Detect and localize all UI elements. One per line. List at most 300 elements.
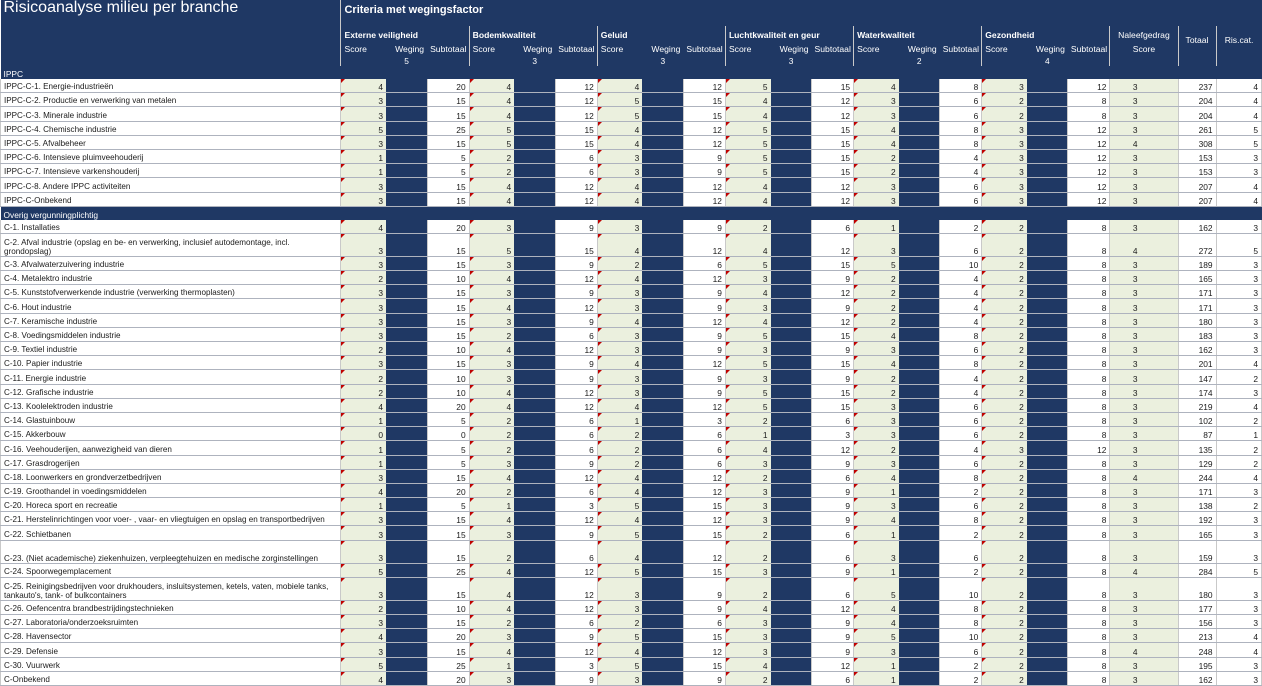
- score-cell[interactable]: 2: [982, 342, 1027, 356]
- score-cell[interactable]: 4: [469, 93, 514, 107]
- score-cell[interactable]: 2: [982, 526, 1027, 540]
- score-cell[interactable]: 4: [597, 313, 642, 327]
- score-cell[interactable]: 5: [725, 121, 770, 135]
- score-cell[interactable]: 3: [725, 643, 770, 657]
- score-cell[interactable]: 3: [597, 384, 642, 398]
- score-cell[interactable]: 3: [341, 643, 386, 657]
- score-cell[interactable]: 3: [982, 178, 1027, 192]
- score-cell[interactable]: 3: [725, 483, 770, 497]
- score-cell[interactable]: 1: [341, 164, 386, 178]
- score-cell[interactable]: 1: [725, 427, 770, 441]
- score-cell[interactable]: 2: [469, 149, 514, 163]
- score-cell[interactable]: 4: [469, 107, 514, 121]
- naleefgedrag-score-cell[interactable]: 3: [1110, 398, 1178, 412]
- score-cell[interactable]: 5: [725, 398, 770, 412]
- naleefgedrag-score-cell[interactable]: 3: [1110, 526, 1178, 540]
- score-cell[interactable]: 4: [854, 600, 899, 614]
- score-cell[interactable]: 3: [469, 313, 514, 327]
- naleefgedrag-score-cell[interactable]: 3: [1110, 271, 1178, 285]
- score-cell[interactable]: 3: [597, 577, 642, 600]
- score-cell[interactable]: 5: [597, 93, 642, 107]
- score-cell[interactable]: 4: [469, 178, 514, 192]
- score-cell[interactable]: 5: [725, 356, 770, 370]
- score-cell[interactable]: 2: [469, 441, 514, 455]
- naleefgedrag-score-cell[interactable]: 4: [1110, 469, 1178, 483]
- score-cell[interactable]: 4: [854, 356, 899, 370]
- score-cell[interactable]: 5: [341, 657, 386, 671]
- score-cell[interactable]: 3: [725, 271, 770, 285]
- score-cell[interactable]: 2: [597, 256, 642, 270]
- score-cell[interactable]: 2: [982, 577, 1027, 600]
- score-cell[interactable]: 3: [854, 192, 899, 206]
- score-cell[interactable]: 2: [854, 384, 899, 398]
- naleefgedrag-score-cell[interactable]: 4: [1110, 135, 1178, 149]
- score-cell[interactable]: 2: [854, 271, 899, 285]
- table-row[interactable]: [1, 149, 1262, 163]
- score-cell[interactable]: 4: [469, 512, 514, 526]
- score-cell[interactable]: 2: [341, 384, 386, 398]
- score-cell[interactable]: 4: [341, 483, 386, 497]
- score-cell[interactable]: 2: [469, 412, 514, 426]
- score-cell[interactable]: 3: [725, 299, 770, 313]
- score-cell[interactable]: 5: [341, 563, 386, 577]
- score-cell[interactable]: 3: [597, 149, 642, 163]
- score-cell[interactable]: 4: [597, 512, 642, 526]
- score-cell[interactable]: 2: [854, 370, 899, 384]
- table-row[interactable]: [1, 93, 1262, 107]
- table-row[interactable]: [1, 384, 1262, 398]
- table-row[interactable]: [1, 563, 1262, 577]
- table-row[interactable]: [1, 220, 1262, 234]
- score-cell[interactable]: 2: [341, 370, 386, 384]
- score-cell[interactable]: 2: [854, 299, 899, 313]
- score-cell[interactable]: 2: [982, 220, 1027, 234]
- score-cell[interactable]: 4: [597, 356, 642, 370]
- naleefgedrag-score-cell[interactable]: 3: [1110, 192, 1178, 206]
- score-cell[interactable]: 1: [341, 149, 386, 163]
- score-cell[interactable]: 2: [982, 498, 1027, 512]
- score-cell[interactable]: 4: [469, 600, 514, 614]
- naleefgedrag-score-cell[interactable]: 3: [1110, 577, 1178, 600]
- score-cell[interactable]: 4: [469, 398, 514, 412]
- score-cell[interactable]: 4: [725, 178, 770, 192]
- naleefgedrag-score-cell[interactable]: 3: [1110, 370, 1178, 384]
- score-cell[interactable]: 3: [341, 356, 386, 370]
- score-cell[interactable]: 3: [341, 256, 386, 270]
- score-cell[interactable]: 2: [469, 164, 514, 178]
- score-cell[interactable]: 3: [597, 285, 642, 299]
- table-row[interactable]: [1, 469, 1262, 483]
- score-cell[interactable]: 2: [725, 540, 770, 563]
- score-cell[interactable]: 3: [469, 455, 514, 469]
- naleefgedrag-score-cell[interactable]: 4: [1110, 643, 1178, 657]
- score-cell[interactable]: 2: [982, 356, 1027, 370]
- score-cell[interactable]: 3: [341, 135, 386, 149]
- score-cell[interactable]: 2: [725, 469, 770, 483]
- score-cell[interactable]: 2: [469, 427, 514, 441]
- naleefgedrag-score-cell[interactable]: 3: [1110, 285, 1178, 299]
- score-cell[interactable]: 2: [982, 671, 1027, 685]
- naleefgedrag-score-cell[interactable]: 4: [1110, 233, 1178, 256]
- naleefgedrag-score-cell[interactable]: 3: [1110, 615, 1178, 629]
- score-cell[interactable]: 2: [982, 657, 1027, 671]
- score-cell[interactable]: 5: [341, 121, 386, 135]
- score-cell[interactable]: 3: [725, 342, 770, 356]
- table-row[interactable]: [1, 107, 1262, 121]
- score-cell[interactable]: 3: [854, 233, 899, 256]
- score-cell[interactable]: 3: [469, 629, 514, 643]
- naleefgedrag-score-cell[interactable]: 3: [1110, 441, 1178, 455]
- score-cell[interactable]: 3: [597, 220, 642, 234]
- score-cell[interactable]: 1: [341, 498, 386, 512]
- naleefgedrag-score-cell[interactable]: 3: [1110, 412, 1178, 426]
- naleefgedrag-score-cell[interactable]: 3: [1110, 342, 1178, 356]
- score-cell[interactable]: 1: [597, 412, 642, 426]
- score-cell[interactable]: 3: [597, 299, 642, 313]
- score-cell[interactable]: 4: [854, 615, 899, 629]
- score-cell[interactable]: 4: [725, 600, 770, 614]
- score-cell[interactable]: 4: [597, 643, 642, 657]
- table-row[interactable]: [1, 398, 1262, 412]
- score-cell[interactable]: 5: [597, 563, 642, 577]
- score-cell[interactable]: 1: [341, 455, 386, 469]
- table-row[interactable]: [1, 327, 1262, 341]
- table-row[interactable]: [1, 483, 1262, 497]
- naleefgedrag-score-cell[interactable]: 3: [1110, 671, 1178, 685]
- score-cell[interactable]: 4: [854, 327, 899, 341]
- score-cell[interactable]: 2: [854, 313, 899, 327]
- score-cell[interactable]: 4: [854, 135, 899, 149]
- score-cell[interactable]: 3: [341, 285, 386, 299]
- naleefgedrag-score-cell[interactable]: 4: [1110, 563, 1178, 577]
- score-cell[interactable]: 4: [725, 657, 770, 671]
- score-cell[interactable]: 4: [597, 483, 642, 497]
- score-cell[interactable]: 5: [725, 164, 770, 178]
- table-row[interactable]: [1, 313, 1262, 327]
- score-cell[interactable]: 4: [469, 384, 514, 398]
- score-cell[interactable]: 4: [597, 398, 642, 412]
- score-cell[interactable]: 4: [469, 563, 514, 577]
- score-cell[interactable]: 2: [854, 441, 899, 455]
- score-cell[interactable]: 3: [469, 356, 514, 370]
- score-cell[interactable]: 5: [725, 79, 770, 93]
- score-cell[interactable]: 2: [982, 256, 1027, 270]
- score-cell[interactable]: 3: [341, 313, 386, 327]
- naleefgedrag-score-cell[interactable]: 3: [1110, 657, 1178, 671]
- score-cell[interactable]: 4: [341, 671, 386, 685]
- score-cell[interactable]: 4: [469, 643, 514, 657]
- table-row[interactable]: [1, 299, 1262, 313]
- score-cell[interactable]: 2: [854, 149, 899, 163]
- score-cell[interactable]: 3: [854, 455, 899, 469]
- score-cell[interactable]: 2: [725, 412, 770, 426]
- table-row[interactable]: [1, 671, 1262, 685]
- score-cell[interactable]: 5: [725, 256, 770, 270]
- score-cell[interactable]: 4: [469, 299, 514, 313]
- score-cell[interactable]: 3: [854, 498, 899, 512]
- score-cell[interactable]: 1: [854, 657, 899, 671]
- score-cell[interactable]: 3: [982, 135, 1027, 149]
- score-cell[interactable]: 3: [725, 370, 770, 384]
- score-cell[interactable]: 3: [982, 192, 1027, 206]
- score-cell[interactable]: 4: [597, 469, 642, 483]
- score-cell[interactable]: 3: [725, 629, 770, 643]
- score-cell[interactable]: 2: [597, 455, 642, 469]
- score-cell[interactable]: 2: [469, 327, 514, 341]
- score-cell[interactable]: 4: [469, 342, 514, 356]
- score-cell[interactable]: 4: [341, 220, 386, 234]
- score-cell[interactable]: 5: [854, 256, 899, 270]
- score-cell[interactable]: 2: [982, 469, 1027, 483]
- naleefgedrag-score-cell[interactable]: 3: [1110, 220, 1178, 234]
- score-cell[interactable]: 3: [469, 220, 514, 234]
- score-cell[interactable]: 1: [854, 483, 899, 497]
- score-cell[interactable]: 3: [725, 615, 770, 629]
- score-cell[interactable]: 3: [854, 93, 899, 107]
- score-cell[interactable]: 3: [982, 441, 1027, 455]
- naleefgedrag-score-cell[interactable]: 3: [1110, 600, 1178, 614]
- score-cell[interactable]: 2: [982, 370, 1027, 384]
- score-cell[interactable]: 2: [982, 455, 1027, 469]
- score-cell[interactable]: 2: [469, 615, 514, 629]
- naleefgedrag-score-cell[interactable]: 3: [1110, 79, 1178, 93]
- score-cell[interactable]: 3: [341, 577, 386, 600]
- score-cell[interactable]: 4: [469, 271, 514, 285]
- score-cell[interactable]: 2: [982, 483, 1027, 497]
- naleefgedrag-score-cell[interactable]: 3: [1110, 178, 1178, 192]
- score-cell[interactable]: 2: [982, 233, 1027, 256]
- score-cell[interactable]: 3: [854, 427, 899, 441]
- score-cell[interactable]: 4: [725, 107, 770, 121]
- score-cell[interactable]: 4: [854, 79, 899, 93]
- table-row[interactable]: [1, 629, 1262, 643]
- table-row[interactable]: [1, 164, 1262, 178]
- score-cell[interactable]: 3: [341, 615, 386, 629]
- score-cell[interactable]: 3: [341, 192, 386, 206]
- naleefgedrag-score-cell[interactable]: 3: [1110, 384, 1178, 398]
- table-row[interactable]: [1, 356, 1262, 370]
- score-cell[interactable]: 4: [725, 441, 770, 455]
- score-cell[interactable]: 3: [341, 299, 386, 313]
- score-cell[interactable]: 4: [597, 135, 642, 149]
- score-cell[interactable]: 2: [982, 427, 1027, 441]
- score-cell[interactable]: 2: [982, 313, 1027, 327]
- score-cell[interactable]: 5: [469, 135, 514, 149]
- score-cell[interactable]: 5: [725, 149, 770, 163]
- table-row[interactable]: [1, 455, 1262, 469]
- score-cell[interactable]: 2: [725, 526, 770, 540]
- score-cell[interactable]: 2: [982, 93, 1027, 107]
- score-cell[interactable]: 2: [854, 285, 899, 299]
- table-row[interactable]: [1, 121, 1262, 135]
- score-cell[interactable]: 5: [597, 629, 642, 643]
- score-cell[interactable]: 3: [341, 93, 386, 107]
- score-cell[interactable]: 2: [341, 600, 386, 614]
- score-cell[interactable]: 4: [725, 93, 770, 107]
- score-cell[interactable]: 5: [725, 135, 770, 149]
- score-cell[interactable]: 4: [854, 469, 899, 483]
- score-cell[interactable]: 3: [469, 526, 514, 540]
- score-cell[interactable]: 3: [341, 469, 386, 483]
- score-cell[interactable]: 2: [982, 629, 1027, 643]
- score-cell[interactable]: 2: [982, 512, 1027, 526]
- score-cell[interactable]: 3: [854, 342, 899, 356]
- score-cell[interactable]: 4: [597, 121, 642, 135]
- naleefgedrag-score-cell[interactable]: 3: [1110, 427, 1178, 441]
- score-cell[interactable]: 0: [341, 427, 386, 441]
- score-cell[interactable]: 3: [725, 512, 770, 526]
- score-cell[interactable]: 3: [597, 342, 642, 356]
- table-row[interactable]: [1, 233, 1262, 256]
- score-cell[interactable]: 2: [982, 643, 1027, 657]
- naleefgedrag-score-cell[interactable]: 3: [1110, 540, 1178, 563]
- score-cell[interactable]: 3: [597, 164, 642, 178]
- naleefgedrag-score-cell[interactable]: 3: [1110, 498, 1178, 512]
- table-row[interactable]: [1, 342, 1262, 356]
- table-row[interactable]: [1, 285, 1262, 299]
- score-cell[interactable]: 3: [854, 178, 899, 192]
- score-cell[interactable]: 3: [725, 498, 770, 512]
- score-cell[interactable]: 4: [854, 121, 899, 135]
- naleefgedrag-score-cell[interactable]: 3: [1110, 327, 1178, 341]
- naleefgedrag-score-cell[interactable]: 3: [1110, 483, 1178, 497]
- table-row[interactable]: [1, 79, 1262, 93]
- score-cell[interactable]: 2: [341, 271, 386, 285]
- score-cell[interactable]: 5: [469, 121, 514, 135]
- naleefgedrag-score-cell[interactable]: 3: [1110, 121, 1178, 135]
- score-cell[interactable]: 5: [469, 233, 514, 256]
- score-cell[interactable]: 4: [469, 192, 514, 206]
- score-cell[interactable]: 2: [597, 427, 642, 441]
- score-cell[interactable]: 1: [341, 441, 386, 455]
- naleefgedrag-score-cell[interactable]: 3: [1110, 629, 1178, 643]
- score-cell[interactable]: 2: [982, 327, 1027, 341]
- score-cell[interactable]: 4: [597, 178, 642, 192]
- score-cell[interactable]: 4: [597, 192, 642, 206]
- score-cell[interactable]: 5: [597, 657, 642, 671]
- score-cell[interactable]: 3: [854, 398, 899, 412]
- score-cell[interactable]: 2: [982, 299, 1027, 313]
- table-row[interactable]: [1, 192, 1262, 206]
- score-cell[interactable]: 4: [341, 629, 386, 643]
- naleefgedrag-score-cell[interactable]: 3: [1110, 455, 1178, 469]
- table-row[interactable]: [1, 577, 1262, 600]
- naleefgedrag-score-cell[interactable]: 3: [1110, 512, 1178, 526]
- score-cell[interactable]: 4: [341, 398, 386, 412]
- score-cell[interactable]: 1: [854, 563, 899, 577]
- score-cell[interactable]: 4: [854, 512, 899, 526]
- score-cell[interactable]: 3: [982, 79, 1027, 93]
- score-cell[interactable]: 4: [725, 233, 770, 256]
- score-cell[interactable]: 4: [341, 79, 386, 93]
- score-cell[interactable]: 2: [725, 577, 770, 600]
- table-row[interactable]: [1, 657, 1262, 671]
- score-cell[interactable]: 4: [597, 271, 642, 285]
- naleefgedrag-score-cell[interactable]: 3: [1110, 93, 1178, 107]
- score-cell[interactable]: 3: [341, 540, 386, 563]
- table-row[interactable]: [1, 271, 1262, 285]
- score-cell[interactable]: 4: [597, 233, 642, 256]
- score-cell[interactable]: 3: [341, 178, 386, 192]
- naleefgedrag-score-cell[interactable]: 3: [1110, 107, 1178, 121]
- score-cell[interactable]: 2: [982, 540, 1027, 563]
- score-cell[interactable]: 2: [597, 441, 642, 455]
- table-row[interactable]: [1, 178, 1262, 192]
- naleefgedrag-score-cell[interactable]: 3: [1110, 164, 1178, 178]
- score-cell[interactable]: 3: [854, 107, 899, 121]
- table-row[interactable]: [1, 512, 1262, 526]
- table-row[interactable]: [1, 412, 1262, 426]
- score-cell[interactable]: 1: [469, 657, 514, 671]
- table-row[interactable]: [1, 615, 1262, 629]
- score-cell[interactable]: 4: [597, 540, 642, 563]
- score-cell[interactable]: 2: [725, 671, 770, 685]
- score-cell[interactable]: 3: [469, 671, 514, 685]
- table-row[interactable]: [1, 370, 1262, 384]
- score-cell[interactable]: 5: [597, 498, 642, 512]
- score-cell[interactable]: 5: [725, 384, 770, 398]
- table-row[interactable]: [1, 498, 1262, 512]
- score-cell[interactable]: 3: [725, 563, 770, 577]
- score-cell[interactable]: 2: [469, 483, 514, 497]
- score-cell[interactable]: 3: [341, 526, 386, 540]
- score-cell[interactable]: 3: [469, 256, 514, 270]
- score-cell[interactable]: 2: [982, 615, 1027, 629]
- score-cell[interactable]: 1: [854, 526, 899, 540]
- score-cell[interactable]: 2: [982, 271, 1027, 285]
- score-cell[interactable]: 1: [854, 220, 899, 234]
- table-row[interactable]: [1, 643, 1262, 657]
- score-cell[interactable]: 3: [597, 600, 642, 614]
- table-row[interactable]: [1, 540, 1262, 563]
- score-cell[interactable]: 3: [469, 370, 514, 384]
- score-cell[interactable]: 4: [725, 285, 770, 299]
- score-cell[interactable]: 2: [982, 398, 1027, 412]
- score-cell[interactable]: 1: [341, 412, 386, 426]
- score-cell[interactable]: 4: [725, 313, 770, 327]
- naleefgedrag-score-cell[interactable]: 3: [1110, 256, 1178, 270]
- score-cell[interactable]: 4: [597, 79, 642, 93]
- score-cell[interactable]: 1: [469, 498, 514, 512]
- score-cell[interactable]: 5: [597, 526, 642, 540]
- score-cell[interactable]: 2: [982, 285, 1027, 299]
- score-cell[interactable]: 5: [854, 577, 899, 600]
- naleefgedrag-score-cell[interactable]: 3: [1110, 313, 1178, 327]
- score-cell[interactable]: 2: [982, 412, 1027, 426]
- score-cell[interactable]: 3: [854, 540, 899, 563]
- naleefgedrag-score-cell[interactable]: 3: [1110, 299, 1178, 313]
- score-cell[interactable]: 2: [469, 540, 514, 563]
- naleefgedrag-score-cell[interactable]: 3: [1110, 149, 1178, 163]
- table-row[interactable]: [1, 441, 1262, 455]
- score-cell[interactable]: 3: [341, 327, 386, 341]
- table-row[interactable]: [1, 256, 1262, 270]
- score-cell[interactable]: 5: [854, 629, 899, 643]
- score-cell[interactable]: 4: [725, 192, 770, 206]
- score-cell[interactable]: 3: [597, 327, 642, 341]
- score-cell[interactable]: 4: [469, 577, 514, 600]
- table-row[interactable]: [1, 526, 1262, 540]
- score-cell[interactable]: 2: [982, 563, 1027, 577]
- naleefgedrag-score-cell[interactable]: 3: [1110, 356, 1178, 370]
- table-row[interactable]: [1, 135, 1262, 149]
- score-cell[interactable]: 3: [725, 455, 770, 469]
- score-cell[interactable]: 3: [341, 233, 386, 256]
- score-cell[interactable]: 2: [982, 600, 1027, 614]
- score-cell[interactable]: 3: [341, 107, 386, 121]
- score-cell[interactable]: 3: [341, 512, 386, 526]
- score-cell[interactable]: 5: [725, 327, 770, 341]
